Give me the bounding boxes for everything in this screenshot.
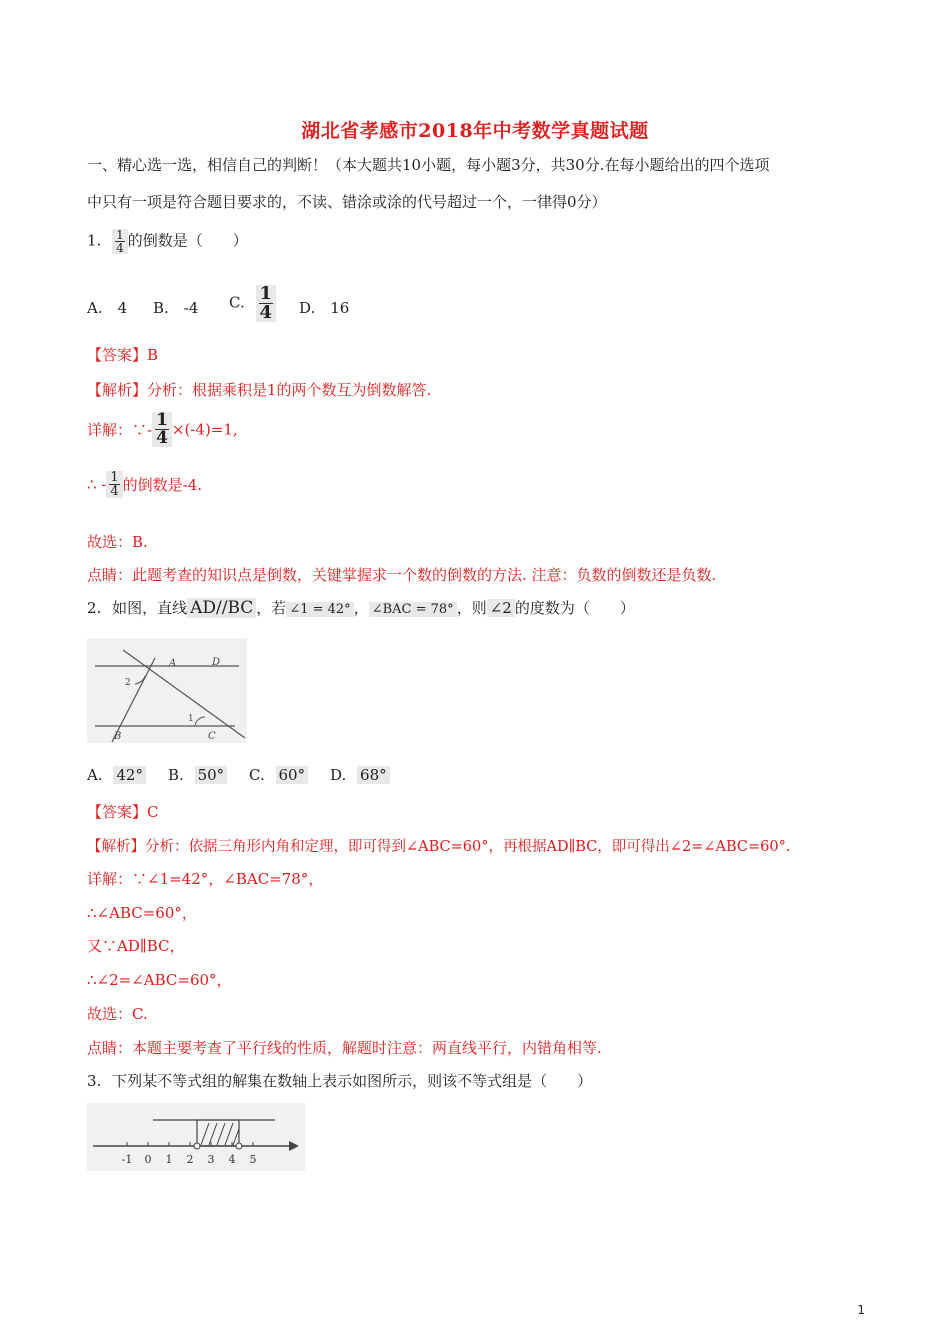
q1-detail-fraction	[152, 412, 172, 447]
q2-detail1: 详解：∵∠1=42°，∠BAC=78°，	[87, 870, 324, 888]
axis-tick-label: 3	[207, 1153, 215, 1166]
q1-detail-suffix: ×(-4)=1,	[171, 420, 238, 439]
q2-figure-label-1: 1	[188, 714, 194, 724]
q2-detail3: 又∵AD∥BC，	[87, 937, 185, 955]
q2-option-a-label: A.	[87, 766, 103, 784]
q1-therefore-den: 4	[110, 484, 119, 499]
q2-stem-e: 的度数为（ ）	[514, 599, 635, 617]
q2-option-a-value: 42°	[113, 766, 146, 784]
q1-option-c-num: 1	[259, 283, 273, 304]
q3-stem-text: 下列某不等式组的解集在数轴上表示如图所示，则该不等式组是（ ）	[112, 1072, 593, 1090]
q2-figure	[87, 638, 247, 743]
q2-option-b-value: 50°	[195, 766, 228, 784]
q2-option-d-label: D.	[330, 766, 347, 784]
q1-stem	[87, 229, 248, 254]
q2-parallel-expr: AD//BC	[187, 598, 256, 618]
q2-option-c-label: C.	[249, 766, 265, 784]
q1-detail-num: 1	[156, 410, 168, 430]
q2-stem-b: ，若	[256, 599, 287, 617]
q1-detail	[87, 412, 238, 447]
q1-therefore-suffix: 的倒数是-4.	[122, 476, 203, 494]
axis-tick-label: 1	[165, 1153, 173, 1166]
q1-answer: 【答案】B	[87, 346, 159, 364]
q2-comment: 点睛：本题主要考查了平行线的性质，解题时注意：两直线平行，内错角相等.	[87, 1039, 602, 1057]
q2-figure-label-b: B	[114, 731, 122, 742]
section-instruction-line2: 中只有一项是符合题目要求的，不读、错涂或涂的代号超过一个，一律得0分）	[87, 193, 607, 211]
q2-angle-bac-expr: ∠BAC = 78°	[369, 602, 457, 617]
q1-choose: 故选：B.	[87, 533, 148, 551]
q2-figure-label-a: A	[169, 658, 177, 669]
q1-detail-prefix: 详解：∵-	[87, 421, 153, 439]
q3-number-line	[87, 1103, 305, 1171]
q2-figure-label-c: C	[208, 731, 216, 742]
q2-answer: 【答案】C	[87, 803, 159, 821]
q1-therefore-fraction	[106, 471, 122, 498]
page-number: 1	[857, 1303, 865, 1317]
q1-option-b: B. -4	[153, 299, 199, 317]
q1-stem-text: 的倒数是（ ）	[127, 231, 248, 250]
axis-tick-label: 2	[186, 1153, 194, 1166]
q1-therefore-prefix: ∴ -	[87, 475, 107, 494]
q2-angle1-expr: ∠1 = 42°	[286, 602, 353, 617]
section-instruction-line1: 一、精心选一选，相信自己的判断！（本大题共10小题，每小题3分，共30分.在每小题给出的四个选项	[87, 156, 770, 174]
q1-option-c	[229, 285, 276, 322]
q1-frac-den: 4	[116, 241, 124, 255]
q2-detail2: ∴∠ABC=60°，	[87, 904, 197, 922]
axis-tick-label: -1	[121, 1153, 133, 1166]
q2-stem-a: 如图，直线	[112, 599, 188, 617]
q1-option-d: D. 16	[299, 299, 350, 317]
q1-frac-num: 1	[116, 228, 124, 242]
q2-option-a	[87, 766, 146, 784]
q1-therefore-num: 1	[110, 470, 119, 485]
q2-choose: 故选：C.	[87, 1005, 148, 1023]
q2-number: 2.	[87, 599, 102, 617]
q1-fraction	[112, 229, 128, 254]
q3-figure	[87, 1103, 305, 1171]
q2-stem-d: ，则	[456, 599, 487, 617]
q1-option-c-label: C.	[229, 293, 245, 312]
q2-option-c	[249, 766, 308, 784]
q2-option-b-label: B.	[168, 766, 184, 784]
q1-comment: 点睛：此题考查的知识点是倒数，关键掌握求一个数的倒数的方法. 注意：负数的倒数还是负数.	[87, 566, 717, 584]
q2-analysis: 【解析】分析：依据三角形内角和定理，即可得到∠ABC=60°，再根据AD∥BC，即可得出∠2=∠ABC=60°.	[87, 839, 791, 855]
axis-tick-label: 0	[144, 1153, 152, 1166]
q1-number: 1.	[87, 231, 102, 250]
q3-stem	[87, 1070, 592, 1091]
q1-option-a: A. 4	[87, 299, 128, 317]
q2-angle2-expr: ∠2	[487, 599, 515, 617]
q1-analysis: 【解析】分析：根据乘积是1的两个数互为倒数解答.	[87, 381, 432, 399]
q2-stem-c: ，	[353, 599, 369, 617]
axis-tick-label: 4	[228, 1153, 236, 1166]
q2-option-d-value: 68°	[357, 766, 390, 784]
q2-geometry-diagram	[87, 638, 247, 743]
q2-figure-label-2: 2	[125, 678, 131, 688]
q2-option-b	[168, 766, 227, 784]
page-title: 湖北省孝感市2018年中考数学真题试题	[301, 120, 649, 142]
q2-detail4: ∴∠2=∠ABC=60°，	[87, 971, 232, 989]
axis-tick-label: 5	[249, 1153, 257, 1166]
q2-stem	[87, 597, 635, 618]
q1-therefore	[87, 471, 202, 498]
q1-option-c-den: 4	[259, 302, 273, 323]
q2-option-c-value: 60°	[276, 766, 309, 784]
q2-figure-label-d: D	[212, 657, 221, 668]
q1-detail-den: 4	[156, 428, 168, 448]
q1-option-c-fraction	[256, 285, 277, 322]
q2-option-d	[330, 766, 390, 784]
q3-number: 3.	[87, 1072, 102, 1090]
